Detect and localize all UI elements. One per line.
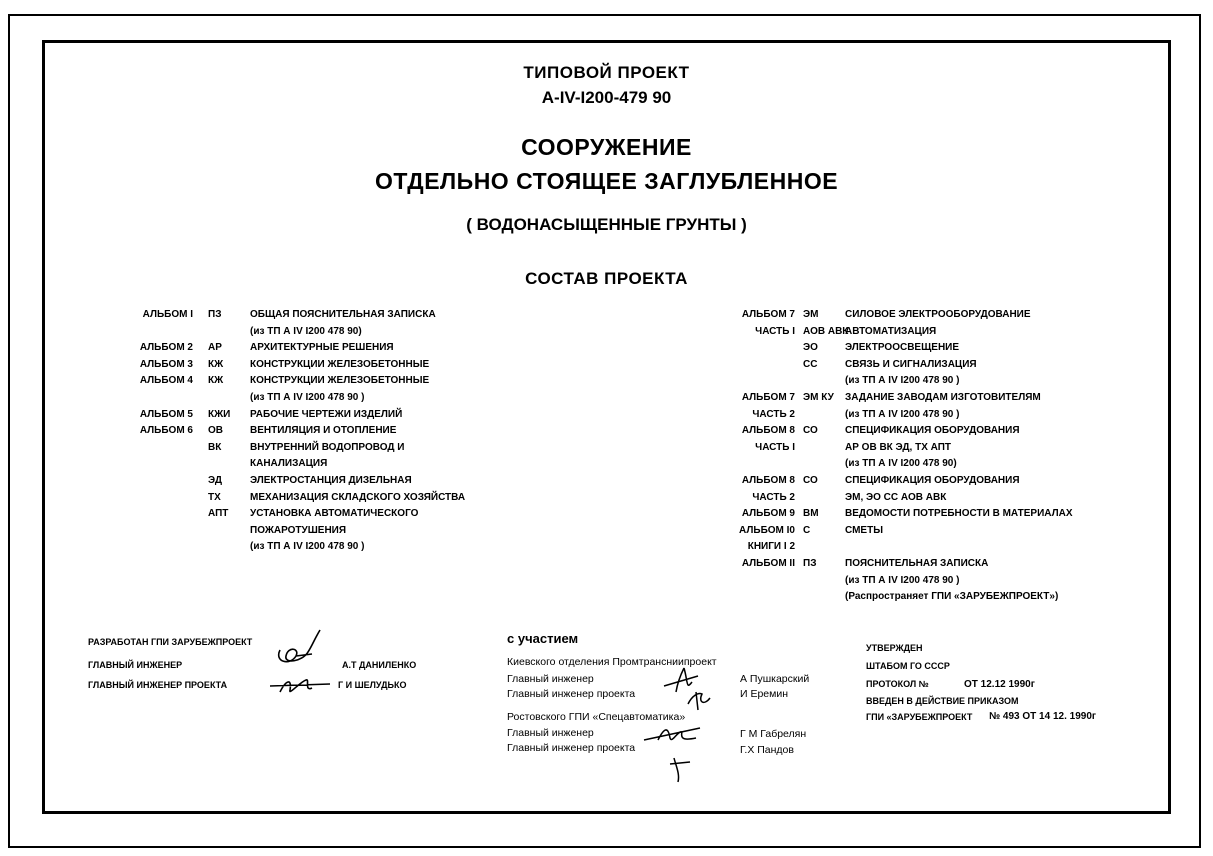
- right-row-code: ЭО: [803, 342, 818, 354]
- left-row-code: ВК: [208, 441, 222, 453]
- left-row-text: (из ТП А IV I200 478 90): [250, 325, 362, 337]
- left-row-code: АР: [208, 342, 222, 354]
- right-row-text: (из ТП А IV I200 478 90 ): [845, 375, 960, 387]
- left-row-album: АЛЬБОМ I: [142, 309, 193, 320]
- right-row-text: ЭМ, ЭО СС АОВ АВК: [845, 491, 947, 503]
- participation-role2: Главный инженер проекта: [507, 688, 636, 700]
- title-line1: СООРУЖЕНИЕ: [521, 134, 692, 160]
- right-row-album: ЧАСТЬ I: [755, 325, 795, 337]
- signature-gabrelyan: [640, 718, 710, 788]
- participation-role4: Главный инженер проекта: [507, 742, 636, 754]
- developer-name1: А.Т ДАНИЛЕНКО: [342, 660, 417, 670]
- right-row-text: (Распространяет ГПИ «ЗАРУБЕЖПРОЕКТ»): [845, 591, 1059, 603]
- left-row-code: КЖ: [208, 375, 224, 387]
- right-row-text: СПЕЦИФИКАЦИЯ ОБОРУДОВАНИЯ: [845, 475, 1020, 486]
- developer-org: РАЗРАБОТАН ГПИ ЗАРУБЕЖПРОЕКТ: [88, 637, 253, 647]
- left-row-album: АЛЬБОМ 3: [139, 358, 193, 370]
- right-row-album: АЛЬБОМ 7: [741, 309, 795, 320]
- left-row-text: ВНУТРЕННИЙ ВОДОПРОВОД И: [250, 441, 405, 453]
- right-row-album: АЛЬБОМ 7: [741, 392, 795, 403]
- participation-role3: Главный инженер: [507, 727, 594, 739]
- right-row-text: СВЯЗЬ И СИГНАЛИЗАЦИЯ: [845, 358, 977, 370]
- right-row-text: ПОЯСНИТЕЛЬНАЯ ЗАПИСКА: [845, 558, 989, 569]
- right-row-code: СО: [803, 475, 818, 486]
- left-row-album: АЛЬБОМ 4: [139, 375, 193, 387]
- approval-line3-date: ОТ 12.12 1990г: [964, 679, 1035, 690]
- left-row-text: (из ТП А IV I200 478 90 ): [250, 392, 365, 403]
- left-row-code: ЭД: [208, 475, 222, 486]
- right-row-album: АЛЬБОМ 9: [741, 508, 795, 520]
- project-type: ТИПОВОЙ ПРОЕКТ: [523, 63, 690, 82]
- participation-org1: Киевского отделения Промтрансниипроект: [507, 656, 717, 668]
- right-row-text: СИЛОВОЕ ЭЛЕКТРООБОРУДОВАНИЕ: [845, 309, 1031, 320]
- participation-name1: А Пушкарский: [740, 673, 810, 685]
- participation-name3: Г М Габрелян: [740, 728, 807, 740]
- left-row-text: КАНАЛИЗАЦИЯ: [250, 458, 328, 470]
- left-row-text: УСТАНОВКА АВТОМАТИЧЕСКОГО: [250, 508, 419, 520]
- left-row-text: ПОЖАРОТУШЕНИЯ: [250, 524, 347, 536]
- subtitle: ( ВОДОНАСЫЩЕННЫЕ ГРУНТЫ ): [466, 215, 747, 234]
- participation-role1: Главный инженер: [507, 673, 594, 685]
- signature-sheludko: [266, 672, 346, 702]
- right-row-text: (из ТП А IV I200 478 90 ): [845, 408, 960, 420]
- developer-role2: ГЛАВНЫЙ ИНЖЕНЕР ПРОЕКТА: [88, 680, 228, 690]
- right-row-code: ЭМ: [803, 309, 819, 320]
- right-row-text: ЭЛЕКТРООСВЕЩЕНИЕ: [845, 342, 960, 354]
- project-number: А-IV-I200-479 90: [541, 88, 672, 107]
- left-row-text: МЕХАНИЗАЦИЯ СКЛАДСКОГО ХОЗЯЙСТВА: [250, 491, 466, 503]
- left-row-album: АЛЬБОМ 6: [139, 425, 193, 437]
- participation-name2: И Еремин: [740, 688, 789, 700]
- left-row-text: КОНСТРУКЦИИ ЖЕЛЕЗОБЕТОННЫЕ: [250, 358, 430, 370]
- left-row-text: ОБЩАЯ ПОЯСНИТЕЛЬНАЯ ЗАПИСКА: [250, 309, 436, 320]
- right-row-text: (из ТП А IV I200 478 90): [845, 458, 957, 470]
- approval-line1: УТВЕРЖДЕН: [866, 643, 923, 653]
- right-row-text: АВТОМАТИЗАЦИЯ: [845, 325, 937, 337]
- participation-org2: Ростовского ГПИ «Спецавтоматика»: [507, 711, 686, 723]
- right-row-code: АОВ АВК: [803, 325, 849, 337]
- right-row-album: АЛЬБОМ II: [741, 558, 795, 569]
- developer-role1: ГЛАВНЫЙ ИНЖЕНЕР: [88, 660, 183, 670]
- left-row-text: КОНСТРУКЦИИ ЖЕЛЕЗОБЕТОННЫЕ: [250, 375, 430, 387]
- right-row-text: (из ТП А IV I200 478 90 ): [845, 574, 960, 586]
- participation-heading: с участием: [507, 631, 579, 646]
- right-row-album: АЛЬБОМ I0: [739, 524, 795, 536]
- approval-line2: ШТАБОМ ГО СССР: [866, 661, 950, 671]
- left-row-album: АЛЬБОМ 2: [139, 342, 193, 354]
- left-row-album: АЛЬБОМ 5: [139, 408, 193, 420]
- left-row-code: КЖ: [208, 358, 224, 370]
- right-row-album: КНИГИ I 2: [747, 541, 795, 553]
- left-row-code: КЖИ: [208, 408, 231, 420]
- right-row-text: АР ОВ ВК ЭД, ТХ АПТ: [845, 441, 952, 453]
- left-row-code: ПЗ: [208, 309, 222, 320]
- approval-line5-num: № 493 ОТ 14 12. 1990г: [989, 711, 1097, 722]
- right-row-code: С: [803, 524, 811, 536]
- right-row-text: ВЕДОМОСТИ ПОТРЕБНОСТИ В МАТЕРИАЛАХ: [845, 508, 1073, 520]
- right-row-text: ЗАДАНИЕ ЗАВОДАМ ИЗГОТОВИТЕЛЯМ: [845, 392, 1041, 403]
- developer-name2: Г И ШЕЛУДЬКО: [338, 680, 407, 690]
- right-row-text: СМЕТЫ: [845, 524, 883, 536]
- right-row-code: ЭМ КУ: [803, 392, 834, 403]
- composition-title: СОСТАВ ПРОЕКТА: [525, 269, 688, 288]
- approval-line3-label: ПРОТОКОЛ №: [866, 679, 929, 689]
- left-row-text: (из ТП А IV I200 478 90 ): [250, 541, 365, 553]
- right-row-album: ЧАСТЬ I: [755, 441, 795, 453]
- right-row-album: АЛЬБОМ 8: [741, 475, 795, 486]
- approval-line5-org: ГПИ «ЗАРУБЕЖПРОЕКТ: [866, 712, 973, 722]
- left-row-text: РАБОЧИЕ ЧЕРТЕЖИ ИЗДЕЛИЙ: [250, 408, 403, 420]
- right-row-album: АЛЬБОМ 8: [741, 425, 795, 437]
- left-row-code: ТХ: [208, 491, 221, 503]
- left-row-code: ОВ: [208, 425, 223, 437]
- right-row-text: СПЕЦИФИКАЦИЯ ОБОРУДОВАНИЯ: [845, 425, 1020, 437]
- right-row-code: СС: [803, 358, 818, 370]
- left-row-code: АПТ: [208, 508, 229, 520]
- right-row-code: ВМ: [803, 508, 819, 520]
- right-row-code: СО: [803, 425, 818, 437]
- participation-name4: Г.Х Пандов: [740, 744, 794, 756]
- approval-line4: ВВЕДЕН В ДЕЙСТВИЕ ПРИКАЗОМ: [866, 696, 1019, 706]
- left-row-text: ЭЛЕКТРОСТАНЦИЯ ДИЗЕЛЬНАЯ: [250, 475, 412, 486]
- right-row-album: ЧАСТЬ 2: [752, 408, 795, 420]
- title-line2: ОТДЕЛЬНО СТОЯЩЕЕ ЗАГЛУБЛЕННОЕ: [374, 168, 839, 194]
- left-row-text: ВЕНТИЛЯЦИЯ И ОТОПЛЕНИЕ: [250, 425, 397, 437]
- right-row-code: ПЗ: [803, 558, 817, 569]
- right-row-album: ЧАСТЬ 2: [752, 491, 795, 503]
- left-row-text: АРХИТЕКТУРНЫЕ РЕШЕНИЯ: [250, 342, 394, 354]
- signature-pushkarsky: [658, 662, 718, 722]
